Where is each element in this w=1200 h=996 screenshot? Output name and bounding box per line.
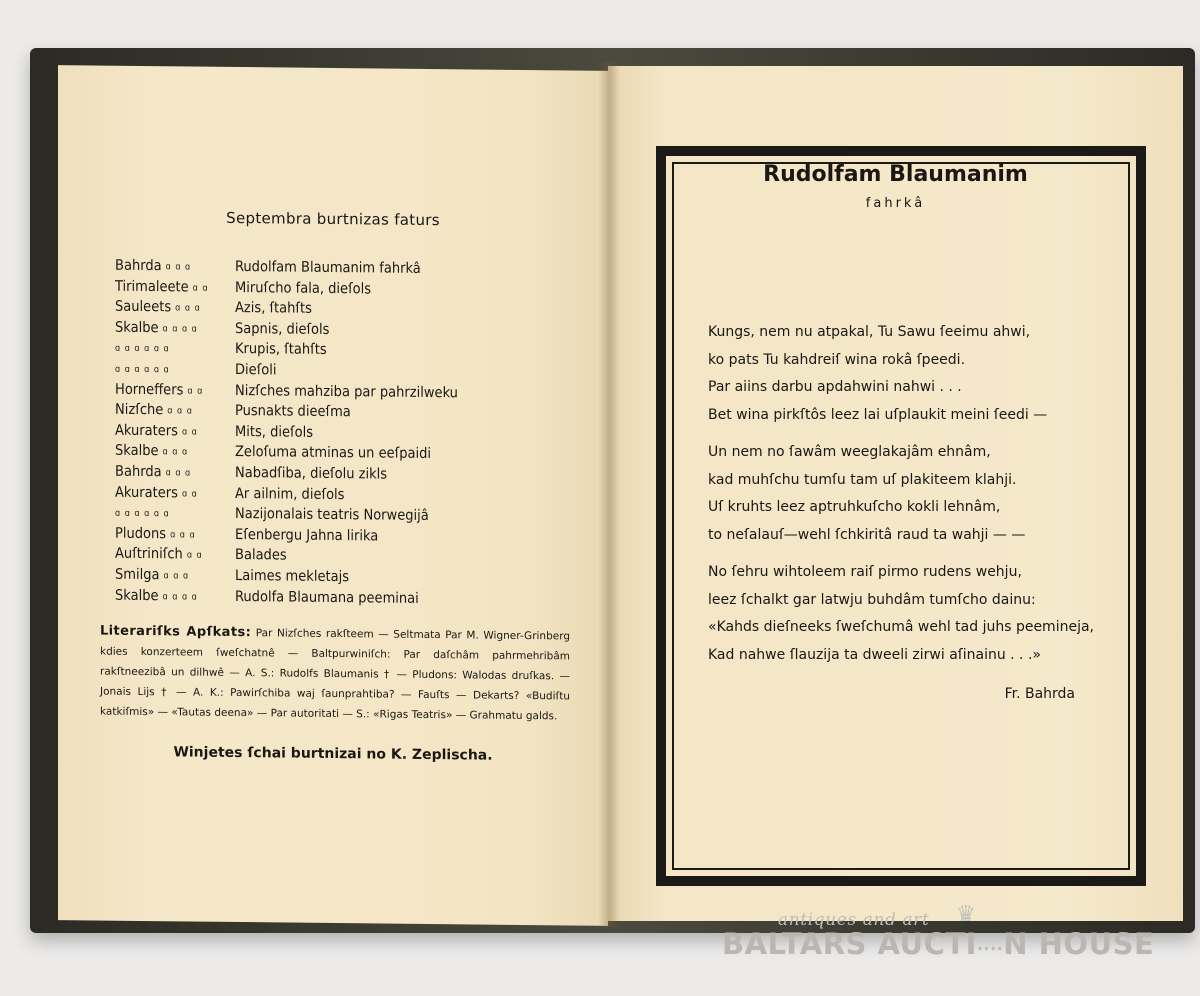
toc-row (115, 524, 379, 546)
toc-work: Nizſches mahziba par pahrzilweku (235, 382, 458, 401)
toc-work: Balades (235, 547, 287, 564)
poem-line: Kad nahwe ſlauzija ta dweeli zirwi aſinainu . . .» (708, 646, 1041, 663)
poem-line: Par aiins darbu apdahwini nahwi . . . (708, 379, 962, 395)
toc-row (115, 421, 314, 443)
poem-line: Uſ kruhts leez aptruhkuſcho kokli lehnâm, (708, 499, 1001, 515)
poem-line: ko pats Tu kahdreiſ wina rokâ ſpeedi. (708, 351, 966, 368)
toc-author: Skalbe (115, 319, 159, 336)
toc-ornament: ɑ ɑ ɑ (170, 530, 196, 541)
toc-ornament: ɑ ɑ ɑ ɑ (162, 324, 198, 335)
toc-author: Bahrda (115, 257, 162, 275)
toc-ornament: ɑ ɑ ɑ (165, 262, 192, 273)
toc-work: Laimes mekletajs (235, 567, 350, 586)
toc-author: Sauleets (115, 298, 172, 316)
toc-author: Smilga (115, 566, 160, 584)
poem-line: Kungs, nem nu atpakal, Tu Sawu ſeeimu ahwi, (708, 324, 1031, 340)
poem-line: leez ſchalkt gar latwju buhdâm tumſcho dainu: (708, 591, 1036, 608)
toc-ornament: ɑ ɑ ɑ (163, 571, 190, 582)
toc-ornament: ɑ ɑ ɑ (167, 406, 193, 417)
book-gutter (598, 62, 620, 927)
toc-author: Bahrda (115, 463, 162, 481)
toc-row (115, 297, 312, 319)
toc-ornament: ɑ ɑ ɑ ɑ ɑ ɑ (115, 508, 170, 520)
toc-ornament: ɑ ɑ ɑ ɑ (162, 591, 198, 603)
toc-work: Zeloſuma atminas un eeſpaidi (235, 444, 432, 463)
watermark-tagline: antiques and art (778, 910, 930, 930)
watermark-brand-text: BALTARS AUCTI (722, 927, 977, 961)
toc-title: Septembra burtnizas faturs (226, 208, 440, 230)
poem-line: kad muhſchu tumſu tam uſ plakiteem klahji. (708, 471, 1017, 488)
toc-author: Horneffers (115, 381, 184, 399)
toc-work: Eſenbergu Jahna lirika (235, 526, 379, 545)
crown-icon: ♛ (956, 902, 976, 927)
poem-line: No ſehru wihtoleem raiſ pirmo rudens wehju, (708, 564, 1022, 580)
poem-line: «Kahds dieſneeks ſweſchumâ wehl tad juhs peemineja, (708, 619, 1094, 635)
toc-author: Nizſche (115, 401, 164, 419)
poem-line: to neſalauſ—wehl ſchkiritâ raud ta wahji — — (708, 526, 1026, 543)
toc-ornament: ɑ ɑ ɑ (175, 303, 201, 314)
toc-ornament: ɑ ɑ (186, 550, 203, 562)
toc-work: Sapnis, dieſols (235, 320, 330, 338)
toc-row (115, 338, 327, 360)
black-border-frame (656, 146, 1146, 886)
toc-ornament: ɑ ɑ ɑ ɑ ɑ ɑ (115, 344, 170, 355)
inner-frame-line (672, 162, 1130, 870)
toc-work: Mits, dieſols (235, 423, 314, 441)
toc-author: Skalbe (115, 587, 159, 604)
toc-row (115, 565, 350, 587)
literary-review (100, 622, 570, 727)
literary-review-heading: Literariſks Apſkats: (100, 623, 252, 641)
toc-work: Krupis, ſtahſts (235, 341, 327, 359)
poem-title: Rudolfam Blaumanim (763, 162, 1028, 187)
toc-author: Akuraters (115, 422, 178, 440)
toc-work: Azis, ſtahſts (235, 300, 312, 317)
toc-ornament: ɑ ɑ ɑ (165, 468, 192, 479)
toc-ornament: ɑ ɑ (181, 427, 198, 438)
toc-row (115, 318, 330, 340)
toc-ornament: ɑ ɑ ɑ ɑ ɑ ɑ (115, 364, 170, 376)
literary-review-text: Par Nizſches rakſteem — Seltmata Par M. Wigner-Grinberg kdies konzerteem ſweſchatnê — Baltpurwiniſch: Par daſchâm pahrmehribâm rakſtneezibâ un dilhwê — A. S.: Rudolfs Blaumanis † — Pludons: Walodas druſkas. — Jonais Lijs † — A. K.: Pawirſchiba waj ſaunprahtiba? — Fauſts — Dekarts? «Budiſtu katkiſmis» — «Tautas deena» — Par autoritati — S.: «Rigas Teatris» — Grahmatu galds. (100, 627, 571, 723)
toc-row (115, 256, 421, 278)
toc-author: Pludons (115, 525, 167, 543)
toc-author: Akuraters (115, 484, 178, 501)
toc-ornament: ɑ ɑ ɑ (162, 447, 189, 458)
toc-work: Ar ailnim, dieſols (235, 485, 345, 503)
toc-row (115, 400, 351, 422)
toc-row (115, 276, 372, 298)
toc-work: Rudolfa Blaumana peeminai (235, 588, 419, 607)
poem-signature: Fr. Bahrda (1004, 686, 1075, 702)
poem-subtitle: fahrkâ (865, 196, 926, 211)
toc-row (115, 462, 388, 484)
toc-work: Nabadſiba, dieſolu zikls (235, 464, 388, 483)
toc-row (115, 441, 432, 463)
toc-ornament: ɑ ɑ (187, 386, 204, 397)
toc-row (115, 379, 458, 401)
watermark-brand-tail: N HOUSE (1003, 927, 1155, 961)
toc-ornament: ɑ ɑ (192, 283, 209, 294)
toc-author: Skalbe (115, 443, 159, 460)
right-page (608, 66, 1183, 921)
toc-row (115, 359, 277, 381)
poem-line: Un nem no ſawâm weeglakajâm ehnâm, (708, 444, 991, 460)
toc-row (115, 544, 287, 566)
toc-work: Nazijonalais teatris Norwegijâ (235, 506, 429, 525)
toc-author: Auſtriniſch (115, 546, 183, 563)
toc-row (115, 482, 345, 504)
vignette-credit: Winjetes ſchai burtnizai no K. Zeplischa. (173, 744, 493, 764)
toc-work: Miruſcho fala, dieſols (235, 279, 372, 297)
watermark-brand-dots: .... (976, 935, 1004, 954)
toc-row (115, 503, 429, 525)
toc-work: Dieſoli (235, 361, 277, 379)
toc-author: Tirimaleete (115, 278, 189, 296)
left-page (58, 65, 608, 926)
toc-ornament: ɑ ɑ (181, 489, 198, 500)
poem-line: Bet wina pirkſtôs leez lai uſplaukit meini ſeedi — (708, 406, 1048, 423)
toc-work: Pusnakts dieeſma (235, 403, 351, 421)
toc-row (115, 585, 419, 607)
toc-work: Rudolfam Blaumanim fahrkâ (235, 258, 421, 277)
watermark-brand (722, 927, 1154, 961)
